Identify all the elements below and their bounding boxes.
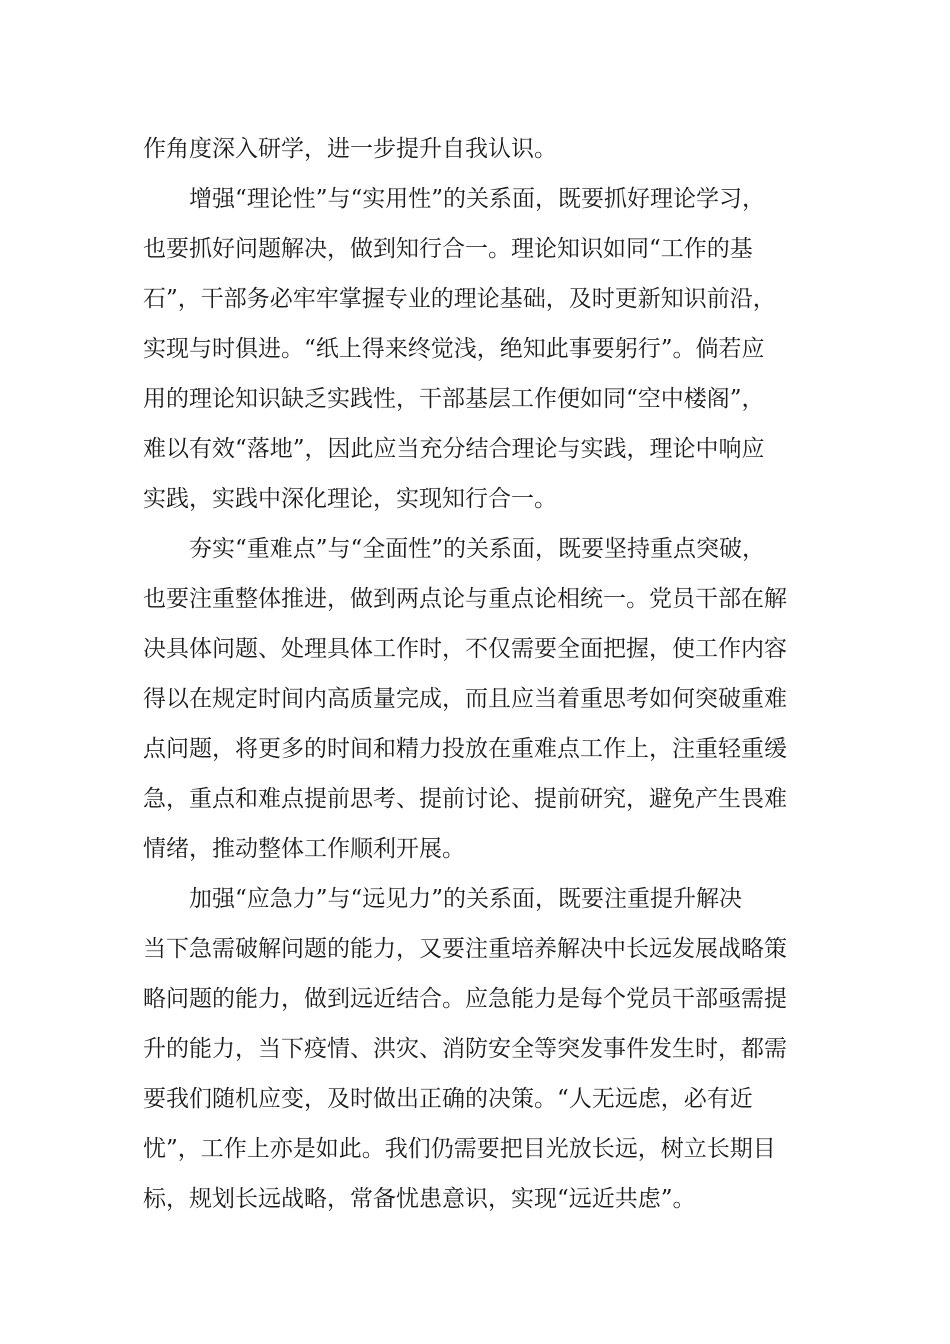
text-line: 升的能力，当下疫情、洪灾、消防安全等突发事件发生时，都需 bbox=[143, 1036, 787, 1062]
text-line: 要我们随机应变，及时做出正确的决策。“人无远虑，必有近 bbox=[143, 1086, 753, 1112]
text-line: 急，重点和难点提前思考、提前讨论、提前研究，避免产生畏难 bbox=[143, 786, 787, 812]
text-line: 作角度深入研学，进一步提升自我认识。 bbox=[143, 136, 557, 162]
text-line: 实现与时俱进。“纸上得来终觉浅，绝知此事要躬行”。倘若应 bbox=[143, 336, 765, 362]
document-body bbox=[143, 124, 808, 1224]
text-line: 略问题的能力，做到远近结合。应急能力是每个党员干部亟需提 bbox=[143, 986, 787, 1012]
text-line: 点问题，将更多的时间和精力投放在重难点工作上，注重轻重缓 bbox=[143, 736, 787, 762]
text-line: 也要抓好问题解决，做到知行合一。理论知识如同“工作的基 bbox=[143, 236, 753, 262]
paragraph-start-line: 加强“应急力”与“远见力”的关系面，既要注重提升解决 bbox=[189, 886, 743, 912]
text-line: 情绪，推动整体工作顺利开展。 bbox=[143, 836, 465, 862]
text-line: 实践，实践中深化理论，实现知行合一。 bbox=[143, 486, 557, 512]
paragraph-start-line: 夯实“重难点”与“全面性”的关系面，既要坚持重点突破， bbox=[189, 536, 766, 562]
text-line: 当下急需破解问题的能力，又要注重培养解决中长远发展战略策 bbox=[143, 936, 787, 962]
text-line: 难以有效“落地”，因此应当充分结合理论与实践，理论中响应 bbox=[143, 436, 765, 462]
text-line: 也要注重整体推进，做到两点论与重点论相统一。党员干部在解 bbox=[143, 586, 787, 612]
text-line: 决具体问题、处理具体工作时，不仅需要全面把握，使工作内容 bbox=[143, 636, 787, 662]
text-line: 得以在规定时间内高质量完成，而且应当着重思考如何突破重难 bbox=[143, 686, 787, 712]
text-line: 用的理论知识缺乏实践性，干部基层工作便如同“空中楼阁”， bbox=[143, 386, 765, 412]
text-line: 标，规划长远战略，常备忧患意识，实现“远近共虑”。 bbox=[143, 1186, 696, 1212]
text-line: 忧”，工作上亦是如此。我们仍需要把目光放长远，树立长期目 bbox=[143, 1136, 776, 1162]
text-line: 石”，干部务必牢牢掌握专业的理论基础，及时更新知识前沿， bbox=[143, 286, 776, 312]
paragraph-start-line: 增强“理论性”与“实用性”的关系面，既要抓好理论学习， bbox=[189, 186, 766, 212]
